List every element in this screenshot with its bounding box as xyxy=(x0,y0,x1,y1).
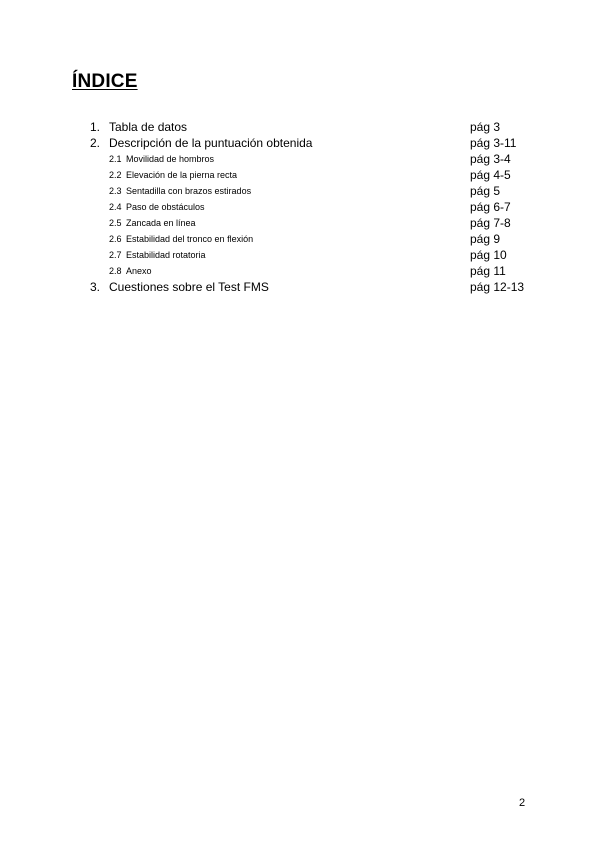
toc-subentry-number: 2.1 xyxy=(109,154,122,164)
toc-subentry-page: pág 5 xyxy=(470,184,501,198)
toc-subentry-number: 2.2 xyxy=(109,170,122,180)
toc-subentry-label: Estabilidad del tronco en flexión xyxy=(126,234,254,244)
toc-subentry-number: 2.4 xyxy=(109,202,122,212)
toc-subentry-page: pág 7-8 xyxy=(470,216,511,230)
page-title: ÍNDICE xyxy=(72,71,138,92)
toc-subentry-2-3[interactable] xyxy=(0,183,600,199)
toc-subentry-page: pág 3-4 xyxy=(470,152,511,166)
toc-subentry-2-5[interactable] xyxy=(0,215,600,231)
toc-subentry-label: Paso de obstáculos xyxy=(126,202,205,212)
toc-subentry-number: 2.3 xyxy=(109,186,122,196)
toc-entry-3[interactable] xyxy=(0,279,600,295)
toc-subentry-2-7[interactable] xyxy=(0,247,600,263)
toc-subentry-label: Anexo xyxy=(126,266,152,276)
toc-subentry-2-1[interactable] xyxy=(0,151,600,167)
toc-subentry-2-2[interactable] xyxy=(0,167,600,183)
toc-entry-page: pág 3 xyxy=(470,120,501,134)
toc-entry-page: pág 12-13 xyxy=(470,280,525,294)
toc-subentry-number: 2.5 xyxy=(109,218,122,228)
toc-subentry-label: Elevación de la pierna recta xyxy=(126,170,238,180)
toc-subentry-2-8[interactable] xyxy=(0,263,600,279)
toc-subentry-2-4[interactable] xyxy=(0,199,600,215)
toc-entry-label: Cuestiones sobre el Test FMS xyxy=(109,280,269,294)
toc-subentry-label: Zancada en línea xyxy=(126,218,196,228)
toc-entry-2[interactable] xyxy=(0,135,600,151)
toc-entry-number: 3. xyxy=(90,280,101,294)
toc-entry-1[interactable] xyxy=(0,119,600,135)
toc-entry-label: Descripción de la puntuación obtenida xyxy=(109,136,313,150)
toc-entry-label: Tabla de datos xyxy=(109,120,188,134)
toc-entry-number: 2. xyxy=(90,136,101,150)
toc-subentry-number: 2.8 xyxy=(109,266,122,276)
toc-subentry-page: pág 4-5 xyxy=(470,168,511,182)
page-number: 2 xyxy=(519,797,526,809)
toc-subentry-label: Movilidad de hombros xyxy=(126,154,215,164)
toc-subentry-page: pág 9 xyxy=(470,232,501,246)
toc-entry-number: 1. xyxy=(90,120,101,134)
toc-subentry-page: pág 6-7 xyxy=(470,200,511,214)
toc-subentry-label: Estabilidad rotatoria xyxy=(126,250,206,260)
toc-subentry-number: 2.6 xyxy=(109,234,122,244)
table-of-contents xyxy=(0,119,600,295)
toc-subentry-number: 2.7 xyxy=(109,250,122,260)
toc-subentry-page: pág 10 xyxy=(470,248,507,262)
toc-entry-page: pág 3-11 xyxy=(470,136,517,150)
toc-subentry-page: pág 11 xyxy=(470,264,506,278)
toc-subentry-2-6[interactable] xyxy=(0,231,600,247)
toc-subentry-label: Sentadilla con brazos estirados xyxy=(126,186,252,196)
